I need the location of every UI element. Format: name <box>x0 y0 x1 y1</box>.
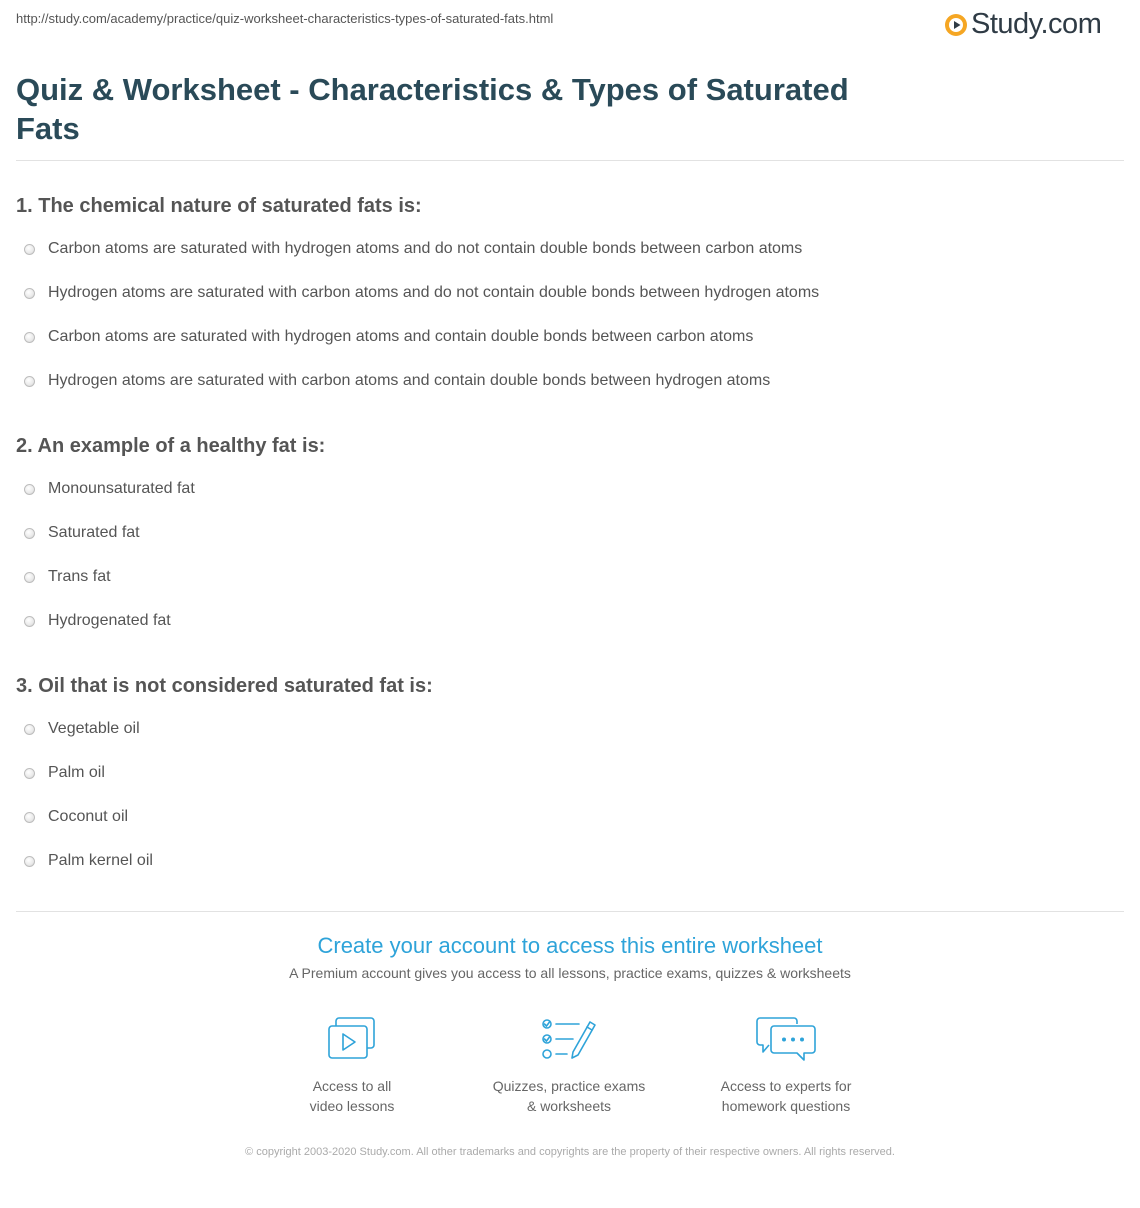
radio-button[interactable] <box>24 572 35 583</box>
question-2-option-3[interactable] <box>24 567 111 587</box>
question-3-option-4[interactable] <box>24 851 153 871</box>
radio-button[interactable] <box>24 376 35 387</box>
feature-video-lessons <box>262 1016 442 1116</box>
chat-bubbles-icon <box>754 1016 818 1062</box>
question-1-option-4[interactable] <box>24 371 770 391</box>
feature-experts <box>696 1016 876 1116</box>
questions-divider <box>16 911 1124 912</box>
radio-button[interactable] <box>24 768 35 779</box>
option-label: Hydrogen atoms are saturated with carbon atoms and do not contain double bonds between hydrogen atoms <box>48 284 820 301</box>
option-label: Palm oil <box>48 764 105 781</box>
radio-button[interactable] <box>24 528 35 539</box>
radio-button[interactable] <box>24 812 35 823</box>
radio-button[interactable] <box>24 856 35 867</box>
feature-label: Access to all video lessons <box>309 1078 395 1114</box>
question-3-option-1[interactable] <box>24 719 140 739</box>
video-lessons-icon <box>326 1016 378 1062</box>
question-2-option-2[interactable] <box>24 523 140 543</box>
premium-description: A Premium account gives you access to all lessons, practice exams, quizzes & worksheets <box>289 965 851 981</box>
feature-label: Quizzes, practice exams & worksheets <box>492 1078 646 1114</box>
page-title: Quiz & Worksheet - Characteristics & Types of Saturated Fats <box>16 72 849 146</box>
option-label: Carbon atoms are saturated with hydrogen atoms and contain double bonds between carbon atoms <box>48 328 754 345</box>
option-label: Trans fat <box>48 568 111 585</box>
radio-button[interactable] <box>24 484 35 495</box>
option-label: Hydrogenated fat <box>48 612 171 629</box>
radio-button[interactable] <box>24 616 35 627</box>
question-2-option-1[interactable] <box>24 479 195 499</box>
question-3: 3. Oil that is not considered saturated fat is: <box>16 675 433 697</box>
option-label: Palm kernel oil <box>48 852 153 869</box>
play-logo-icon <box>944 13 968 37</box>
option-label: Carbon atoms are saturated with hydrogen atoms and do not contain double bonds between carbon atoms <box>48 240 803 257</box>
copyright-footer: © copyright 2003-2020 Study.com. All other trademarks and copyrights are the property of their respective owners. All rights reserved. <box>245 1146 895 1158</box>
question-1: 1. The chemical nature of saturated fats is: <box>16 195 422 217</box>
radio-button[interactable] <box>24 244 35 255</box>
quiz-checklist-icon <box>541 1016 597 1062</box>
question-1-option-1[interactable] <box>24 239 802 259</box>
question-3-option-3[interactable] <box>24 807 128 827</box>
radio-button[interactable] <box>24 332 35 343</box>
option-label: Coconut oil <box>48 808 129 825</box>
option-label: Saturated fat <box>48 524 140 541</box>
title-divider <box>16 160 1124 161</box>
create-account-link[interactable]: Create your account to access this entire worksheet <box>317 933 823 958</box>
option-label: Monounsaturated fat <box>48 480 195 497</box>
question-1-option-2[interactable] <box>24 283 819 303</box>
radio-button[interactable] <box>24 288 35 299</box>
study-logo[interactable] <box>944 8 1101 41</box>
feature-label: Access to experts for homework questions <box>720 1078 852 1114</box>
question-3-option-2[interactable] <box>24 763 105 783</box>
question-1-option-3[interactable] <box>24 327 753 347</box>
question-2: 2. An example of a healthy fat is: <box>16 435 326 457</box>
page-url: http://study.com/academy/practice/quiz-worksheet-characteristics-types-of-saturated-fats.html <box>16 11 554 26</box>
feature-quizzes <box>479 1016 659 1116</box>
option-label: Hydrogen atoms are saturated with carbon atoms and contain double bonds between hydrogen atoms <box>48 372 771 389</box>
radio-button[interactable] <box>24 724 35 735</box>
logo-text: Study.com <box>971 8 1102 40</box>
question-2-option-4[interactable] <box>24 611 171 631</box>
option-label: Vegetable oil <box>48 720 140 737</box>
